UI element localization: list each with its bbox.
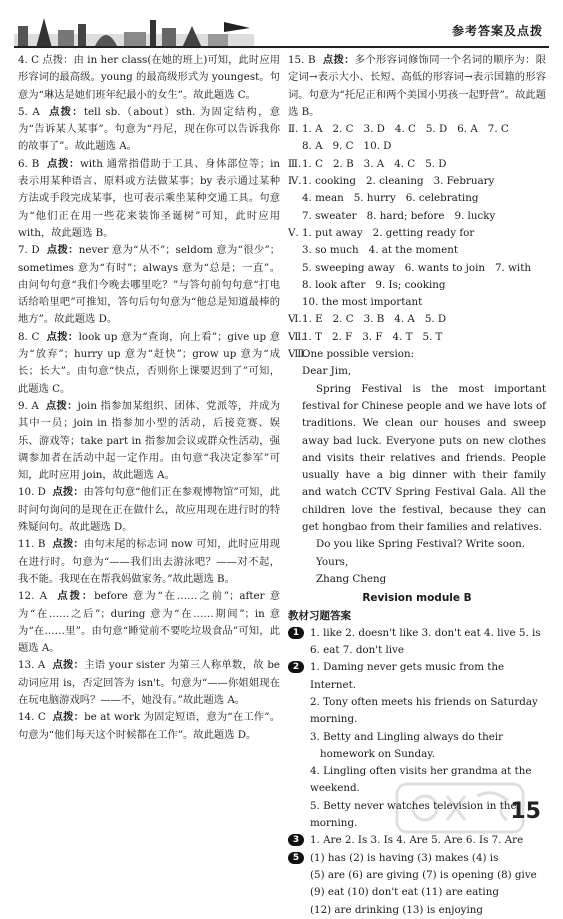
answer-item-7 [18,242,280,328]
left-column [18,52,280,744]
letter-intro: One possible version: [302,348,415,361]
section-V [288,225,546,311]
list-item: 5. D [425,123,448,136]
answer-list [302,173,546,225]
list-item: 4. A [394,313,415,326]
section-VIII [288,346,546,588]
list-item: 1. put away [302,226,363,239]
answer-text: 多个形容词修饰同一个名词的顺序为：限定词→表示大小、长短、高低的形容词→表示国籍的形容词。句意为“托尼正和两个美国小男孩一起野营”。故此题选 B。 [288,54,547,118]
tip-label: 点拨： [52,538,84,551]
answer-item-15 [288,52,546,121]
tip-label: 点拨： [46,330,79,343]
answer-text: look up 意为“查询，向上看”；give up 意为“放弃”；hurry up 意为“赶快”；grow up 意为“成长；长大”。由句意“快点，否则你上课要迟到了”可知，此题选 C。 [18,330,281,395]
list-item: 7. with [495,261,531,274]
letter-paragraph: Do you like Spring Festival? Write soon. [316,538,526,551]
answer-number: 5. A [18,105,40,118]
list-item: 2. cleaning [366,175,424,188]
answer-list [302,225,546,311]
exercise-line: 2. Tony often meets his friends on Saturday morning. [310,695,538,726]
city-skyline-banner-icon [14,14,254,48]
exercise-line: (12) are drinking (13) is enjoying [310,903,484,916]
answer-item-6 [18,156,280,242]
tip-label: 点拨： [47,157,80,170]
section-II [288,121,546,156]
answer-list [302,156,546,173]
answer-number: 13. A [18,659,46,672]
section-label: Ⅴ. [288,226,299,239]
answer-text: 由句末尾的标志词 now 可知，此时应用现在进行时。句意为“——我们出去游泳吧？——对不起，我不能。我现在在帮我妈做家务。”故此题选 B。 [18,538,280,585]
answer-item-14 [18,709,280,744]
page-number: 15 [510,799,541,824]
list-item: 1. A [302,123,323,136]
list-item: 5. D [424,313,447,326]
letter-closing: Yours, [316,555,349,568]
answer-number: 8. C [18,330,40,343]
list-item: 3. so much [302,244,359,257]
header-divider [14,46,549,48]
section-label: Ⅵ. [288,313,302,326]
answer-item-4 [18,52,280,104]
letter-paragraph: Spring Festival is the most important festival for Chinese people and we have lots of traditions. We clean our houses and sweep away bad luck. Everyone puts on new clothes and visits their relatives and friends. People usually have a big dinner with their family and watch CCTV Spring Festival Gala. All the children love the festival, because they can get hongbao from their families and relatives. [302,382,546,534]
list-item: 1. cooking [302,175,357,188]
list-item: 1. C [302,157,323,170]
answer-item-10 [18,484,280,536]
sample-letter [302,346,546,588]
section-VI [288,311,546,328]
exercise-number-badge: 5 [288,852,304,864]
section-III [288,156,546,173]
tip-label: 点拨： [57,590,95,603]
list-item: 7. C [487,123,509,136]
tip-label: 点拨： [46,244,79,257]
tip-label: 点拨： [45,399,78,412]
list-item: 3. F [362,330,383,343]
list-item: 5. D [425,157,447,170]
page-title: 参考答案及点拨 [451,24,543,38]
section-label: Ⅶ. [288,330,305,343]
letter-signature: Zhang Cheng [316,572,387,585]
exercise-line: (1) has (2) is having (3) makes (4) is [310,851,499,864]
exercise-line: 6. eat 7. don't live [310,644,404,657]
answer-number: 15. B [288,54,316,66]
answer-number: 9. A [18,399,39,412]
exercise-number-badge: 1 [288,627,304,639]
answer-item-13 [18,657,280,709]
list-item: 4. T [392,330,413,343]
list-item: 7. sweater [302,209,357,222]
answer-item-11 [18,536,280,588]
exercise-5 [288,850,546,919]
section-IV [288,173,546,225]
exercise-line: 4. Lingling often visits her grandma at the weekend. [310,765,532,795]
answer-number: 7. D [18,244,40,257]
list-item: 3. B [363,313,385,326]
list-item: 8. look after [302,278,366,291]
list-item: 4. mean [302,192,344,205]
list-item: 3. D [363,123,385,136]
answer-text: 4. C 点拨：由 in her class(在她的班上)可知，此时应用形容词的最高级。young 的最高级形式为 youngest。句意为“琳达是她们班年纪最小的女生”。故此题选 C。 [18,54,280,101]
answer-item-9 [18,398,280,484]
list-item: 2. C [332,123,354,136]
list-item: 9. lucky [454,209,496,222]
exercise-line: 1. like 2. doesn't like 3. don't eat 4. live 5. is [310,626,541,639]
answer-number: 11. B [18,538,46,551]
section-label: Ⅱ. [288,123,299,136]
watermark-logo-icon [395,778,525,838]
exercise-line: 5. Betty never watches television in the morning. [310,799,517,830]
exercise-line: 1. Daming never gets music from the Internet. [310,661,505,691]
list-item: 6. A [457,123,478,136]
list-item: 4. C [394,123,416,136]
answer-text: be at work 为固定短语，意为“在工作”。句意为“他们每天这个时候都在工作”。故此题选 D。 [18,711,281,741]
exercise-number-badge: 2 [288,661,304,673]
list-item: 6. wants to join [404,261,485,274]
answer-text: join 指参加某组织、团体、党派等，并成为其中一员；join in 指参加小型的活动，后接竞赛、娱乐、游戏等；take part in 指参加会议或群众性活动，强调参加者在活动中起一定作用。由句意“我决定参军”可知，此时应用 join，故此题选 A。 [18,399,281,482]
list-item: 1. E [302,313,323,326]
page-header [0,0,563,50]
answer-number: 14. C [18,711,46,724]
tip-label: 点拨： [49,105,84,118]
list-item: 3. February [433,175,495,188]
list-item: 2. getting ready for [372,226,475,239]
exercise-line: 3. Betty and Lingling always do their homework on Sunday. [310,730,504,760]
list-item: 9. C [332,140,354,153]
answer-number: 12. A [18,590,48,603]
answer-number: 10. D [18,486,46,499]
answer-list [302,121,546,156]
answer-text: 主语 your sister 为第三人称单数，故 be 动词应用 is，否定回答为 isn't。句意为“——你姐姐现在在玩电脑游戏吗？——不，她没有。”故此题选 A。 [18,659,281,706]
list-item: 1. T [302,330,322,343]
section-VII [288,329,546,346]
answer-text: 由答句句意“他们正在参观博物馆”可知，此时问句询问的是现在正在做什么，故应用现在进行时的特殊疑问句。故此题选 D。 [18,486,280,534]
answer-number: 6. B [18,157,40,170]
section-subtitle: 教材习题答案 [288,609,351,622]
list-item: 4. at the moment [368,244,459,257]
letter-greeting: Dear Jim, [302,365,352,378]
tip-label: 点拨： [52,486,84,499]
list-item: 4. C [394,157,416,170]
answer-text: never 意为“从不”；seldom 意为“很少”；sometimes 意为“有时”；always 意为“总是；一直”。由问句句意“我们今晚去哪里吃？”与答句前句句意“打电话给哈里吧”可推知，答句后句句意为“他总是知道最棒的地方”。故此题选 D。 [18,244,281,326]
answer-list [302,329,546,346]
list-item: 8. hard; before [366,209,445,222]
list-item: 10. D [363,140,392,153]
exercise-line: (5) are (6) are giving (7) is opening (8) give [310,868,537,881]
list-item: 5. sweeping away [302,261,395,274]
answer-item-8 [18,329,280,398]
list-item: 2. C [332,313,354,326]
list-item: 6. celebrating [405,192,479,205]
exercise-line: (9) eat (10) don't eat (11) are eating [310,886,499,899]
tip-label: 点拨： [52,659,85,672]
answer-text: before 意为“在……之前”；after 意为“在……之后”；during 意为“在……期间”；in 意为“在……里”。由句意“睡觉前不要吃垃圾食品”可知，此题选 A。 [18,590,280,655]
section-label: Ⅷ. [288,348,308,361]
list-item: 10. the most important [302,296,423,309]
tip-label: 点拨： [52,711,85,724]
exercise-line: 1. Are 2. Is 3. Is 4. Are 5. Are 6. Is 7. Are [310,834,524,847]
answer-item-12 [18,588,280,657]
section-label: Ⅲ. [288,157,302,170]
list-item: 5. hurry [353,192,396,205]
list-item: 2. F [331,330,353,343]
tip-label: 点拨： [322,54,355,66]
list-item: 5. T [422,330,443,343]
section-label: Ⅳ. [288,175,302,188]
exercise-number-badge: 3 [288,834,304,846]
list-item: 3. A [363,157,385,170]
answer-list [302,311,546,328]
answer-text: with 通常指借助于工具、身体部位等；in 表示用某种语言、原料或方法做某事；by 表示通过某种方法或手段完成某事，也可表示乘坐某种交通工具。句意为“他们正在用一些花来装饰圣诞树”可知，此时应用 with，故此题选 B。 [18,157,281,239]
answer-item-5 [18,104,280,156]
list-item: 9. Is; cooking [375,278,446,291]
answer-text: tell sb.（about）sth. 为固定结构，意为“告诉某人某事”。句意为“丹尼，现在你可以告诉我你的故事了”。故此题选 A。 [18,105,280,153]
exercise-1 [288,625,546,660]
list-item: 2. B [332,157,354,170]
module-title: Revision module B [362,592,472,605]
list-item: 8. A [302,140,323,153]
